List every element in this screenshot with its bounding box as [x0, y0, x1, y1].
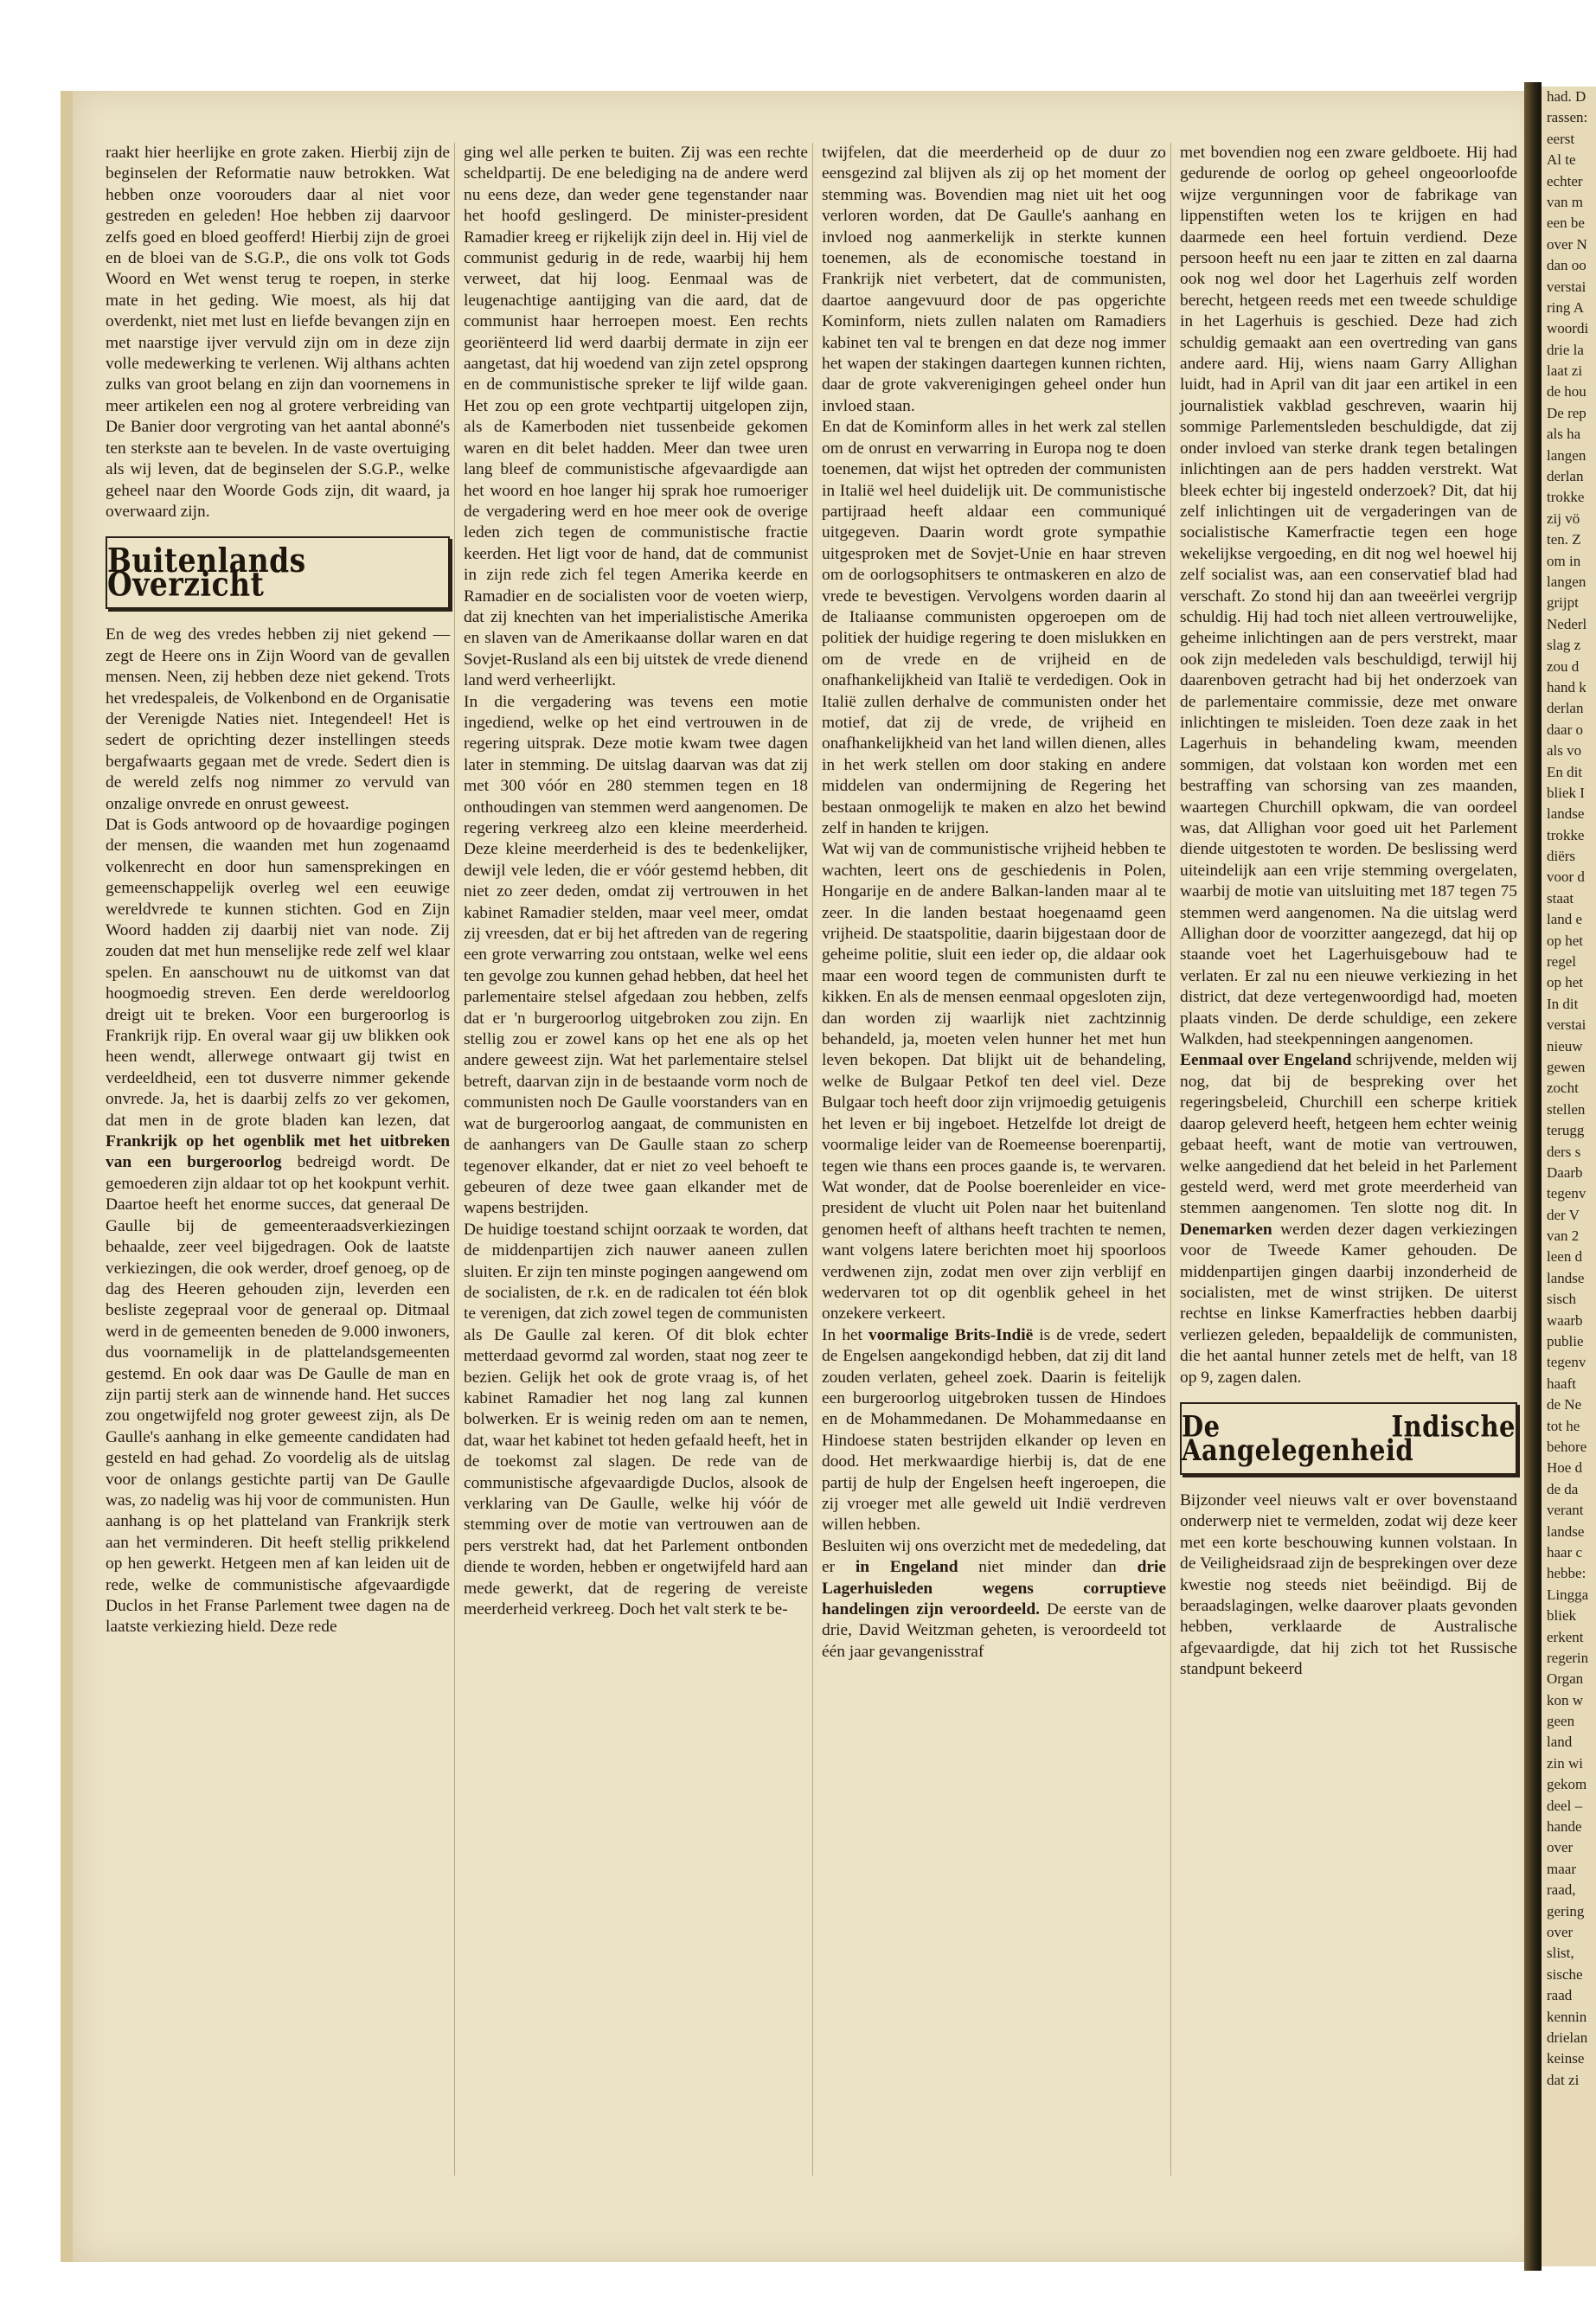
paragraph-text: Besluiten wij ons overzicht met de mededeling, dat er — [822, 1536, 1166, 1577]
next-page-fragment: langen — [1547, 446, 1586, 464]
next-page-fragment: tot he — [1547, 1417, 1580, 1434]
next-page-fragment: deel – — [1547, 1797, 1583, 1814]
paragraph-text: niet minder dan — [978, 1558, 1117, 1577]
next-page-fragment: echter — [1547, 172, 1583, 189]
next-page-fragment: kon w — [1547, 1691, 1584, 1708]
next-page-fragment: haaft — [1547, 1375, 1576, 1392]
article-column-3 — [822, 143, 1166, 1663]
next-page-fragment: ring A — [1547, 298, 1584, 316]
next-page-fragment: derlan — [1547, 700, 1584, 717]
next-page-fragment: slist, — [1547, 1945, 1574, 1962]
next-page-edge — [1542, 87, 1596, 2266]
book-spine — [1524, 82, 1542, 2271]
next-page-fragment: grijpt — [1547, 594, 1579, 612]
bold-phrase: Frankrijk op het ogenblik met het uitbreken van een burgeroorlog — [106, 1132, 450, 1172]
next-page-fragment: verant — [1547, 1502, 1584, 1519]
next-page-fragment: behore — [1547, 1439, 1587, 1455]
next-page-fragment: tegenv — [1547, 1354, 1586, 1371]
next-page-fragment: gewen — [1547, 1058, 1586, 1075]
next-page-fragment: haar c — [1547, 1543, 1583, 1561]
next-page-fragment: Organ — [1547, 1670, 1584, 1688]
paragraph: En de weg des vredes hebben zij niet gekend — zegt de Heere ons in Zijn Woord van de gevallen mensen. Neen, zij hebben deze niet gekend. Trots het vredespaleis, de Volkenbond en de Organisatie der Verenigde Naties niet. Integendeel! Het is sedert de oprichting dezer instellingen steeds bergafwaarts gegaan met de vrede. Sedert dien is de wereld zelfs nog nimmer zo vervuld van onzalige onvrede en onrust geweest. — [106, 625, 450, 813]
paragraph-text: In het — [822, 1325, 862, 1344]
section-header-box — [1180, 1402, 1517, 1475]
bold-phrase: Denemarken — [1180, 1220, 1272, 1239]
next-page-fragment: trokke — [1547, 826, 1585, 843]
next-page-fragment: Daarb — [1547, 1163, 1583, 1181]
next-page-fragment: In dit — [1547, 995, 1579, 1012]
section-title-indische-aangelegenheid: De Indische Aangelegenheid — [1182, 1409, 1516, 1468]
next-page-fragment: slag z — [1547, 637, 1581, 654]
next-page-fragment: bliek — [1547, 1607, 1576, 1625]
next-page-fragment: derlan — [1547, 468, 1584, 485]
article-column-1 — [106, 143, 450, 1638]
next-page-fragment: landse — [1547, 1522, 1585, 1540]
next-page-fragment: gekom — [1547, 1776, 1587, 1793]
bold-phrase: in Engeland — [855, 1558, 958, 1577]
next-page-fragment: over — [1547, 1923, 1574, 1940]
next-page-fragment: drielan — [1547, 2029, 1588, 2046]
paragraph: Wat wij van de communistische vrijheid hebben te wachten, leert ons de geschiedenis in Polen, Hongarije en de andere Balkan-landen maar al te zeer. In die landen bestaat hoegenaamd geen vrijheid. De staatspolitie, daarin bijgestaan door de geheime politie, sluit een ieder op, die aldaar ook maar een woord tegen de communisten durft te kikken. En als de mensen eenmaal opgesloten zijn, dan worden zij waarlijk niet zachtzinnig behandeld, ja, moeten velen hunner het met hun leven bekopen. Dat blijkt uit de behandeling, welke de Bulgaar Petkof ten deel viel. Deze Bulgaar toch heeft door zijn vrijmoedig getuigenis het leven er bij ingeboet. Hetzelfde lot dreigt de voormalige leider van de Roemeense boerenpartij, tegen wie thans een proces gaande is, te wervaren. Wat wonder, dat de Poolse boerenleider en vice-president de vlucht uit Polen naar het buitenland genomen heeft of althans heeft trachten te nemen, want volgens latere berichten moet hij spoorloos verdwenen zijn, zodat men over zijn verblijf en wedervaren tot op dit ogenblik geheel in het onzekere verkeert. — [822, 840, 1166, 1324]
next-page-fragment: waarb — [1547, 1311, 1583, 1329]
next-page-fragment: der V — [1547, 1206, 1580, 1223]
paragraph: De huidige toestand schijnt oorzaak te worden, dat de middenpartijen zich nauwer aaneen zullen sluiten. Er zijn ten minste pogingen aangewend om de socialisten, de r.k. en de radicalen tot één blok te verenigen, dat zich zowel tegen de communisten als De Gaulle zal keren. Of dit blok echter metterdaad gevormd zal worden, staat nog zeer te bezien. Gelijk het ook de grote vraag is, of het kabinet Ramadier het nog lang zal kunnen bolwerken. Er is weinig reden om aan te nemen, dat, waar het kabinet tot heden gefaald heeft, het in de toekomst zal slagen. De rede van de communistische afgevaardigde Duclos, alsook de verklaring van De Gaulle, welke hij vóór de stemming over de motie van vertrouwen aan de pers verstrekt had, dat het Parlement ontbonden diende te worden, hebben er ongetwijfeld hard aan mede gewerkt, dat de regering de vereiste meerderheid verkreeg. Doch het valt sterk te be- — [464, 1220, 808, 1619]
next-page-fragment: raad, — [1547, 1881, 1576, 1899]
next-page-fragment: van 2 — [1547, 1227, 1580, 1245]
paragraph: ging wel alle perken te buiten. Zij was een rechte scheldpartij. De ene belediging na de andere werd nu eens deze, dan weder gene tegenstander naar het hoofd geslingerd. De minister-president Ramadier kreeg er rijkelijk zijn deel in. Hij viel de communist gedurig in de rede, waarbij hij hem verweet, dat hij loog. Eenmaal was de leugenachtige aantijging van die aard, dat de communist haar herroepen moest. Een rechts georiënteerd lid werd daarbij dermate in zijn eer aangetast, dat hij woedend van zijn zetel opsprong en de communistische spreker te lijf wilde gaan. Het zou op een grote vechtpartij uitgelopen zijn, als de Kamerboden niet tussenbeide gekomen waren en dit belet hadden. Meer dan twee uren lang bleef de communistische afgevaardigde aan het woord en hoe langer hij sprak hoe rumoeriger de vergadering werd en hoe meer ook de overige leden zich tegen de communistische fractie keerden. Het ligt voor de hand, dat de communist in zijn rede zich fel tegen Amerika keerde en Ramadier en de socialisten voor de voeten wierp, dat zij knechten van het imperialistische Amerika en slaven van de Amerikaanse dollar waren en dat Sovjet-Rusland als een bij uitstek de vrede dienend land werd verheerlijkt. — [464, 144, 808, 690]
section-header-box — [106, 536, 450, 609]
next-page-fragment: sisch — [1547, 1291, 1576, 1308]
next-page-fragment: publie — [1547, 1333, 1584, 1350]
next-page-fragment: bliek I — [1547, 784, 1585, 801]
next-page-fragment: tegenv — [1547, 1185, 1586, 1202]
next-page-fragment: staat — [1547, 889, 1574, 907]
next-page-fragment: rassen: — [1547, 109, 1588, 126]
next-page-fragment: maar — [1547, 1860, 1576, 1877]
next-page-fragment: over — [1547, 1839, 1574, 1856]
column-rule — [1170, 143, 1171, 2176]
next-page-fragment: Hoe d — [1547, 1459, 1583, 1477]
next-page-fragment: hand k — [1547, 678, 1586, 695]
next-page-fragment: En dit — [1547, 763, 1583, 780]
paragraph — [106, 815, 450, 1638]
next-page-fragment: een be — [1547, 215, 1585, 232]
next-page-fragment: de da — [1547, 1480, 1579, 1497]
next-page-fragment: sische — [1547, 1965, 1583, 1983]
next-page-fragment: De rep — [1547, 404, 1586, 421]
next-page-fragment: van m — [1547, 193, 1584, 210]
paragraph: raakt hier heerlijke en grote zaken. Hierbij zijn de beginselen der Reformatie nauw betrokken. Wat hebben onze voorouders daar al niet voor gestreden en geleden! Hoe hebben zij daarvoor zelfs goed en bloed geofferd! Hierbij zijn de groei en de bloei van de S.G.P., die ons volk tot Gods Woord en Wet wenst terug te roepen, in sterke mate in het geding. Wie moest, als hij dat overdenkt, niet met lust en liefde bevangen zijn en met naarstige ijver vervuld zijn om in deze zijn volle medewerking te verlenen. Wij althans achten zulks van groot belang en zijn dan voornemens in meer artikelen een nog al grotere verbreiding van De Banier door vergroting van het aantal abonné's ten sterkste aan te bevelen. In de vaste overtuiging als wij leven, dat de beginselen der S.G.P., welke geheel naar den Woorde Gods zijn, dit waard, ja overwaard zijn. — [106, 144, 450, 521]
bold-phrase: voormalige Brits-Indië — [869, 1325, 1034, 1344]
next-page-fragment: landse — [1547, 1269, 1585, 1286]
next-page-fragment: daar o — [1547, 721, 1584, 738]
next-page-fragment: gering — [1547, 1902, 1585, 1920]
paragraph — [822, 1325, 1166, 1536]
paragraph-text: bedreigd wordt. De gemoederen zijn aldaar tot op het kookpunt verhit. Daartoe heeft het enorme succes, dat generaal De Gaulle bij de gemeenteraadsverkiezingen behaalde, zeer veel bijgedragen. Ook de laatste verkiezingen, die ook werder, droef genoeg, op de dag des Heeren gehouden zijn, leverden een besliste zegepraal voor de generaal op. Ditmaal werd in de gemeenten beneden de 9.000 inwoners, dus voornamelijk in de plattelandsgemeenten gestemd. En ook daar was De Gaulle de man en zijn partij sterk aan de winnende hand. Het succes zou ongetwijfeld nog groter geweest zijn, als De Gaulle's aanhang in elke gemeente candidaten had gesteld en had gehad. Zo voordelig als de uitslag voor de onlangs gestichte partij van De Gaulle was, zo nadelig was hij voor de communisten. Hun aanhang is op het platteland van Frankrijk sterk aan het verminderen. Dit heeft stellig prikkelend op hen gewerkt. Hetgeen men af kan leiden uit de rede, welke de communistische afgevaardigde Duclos in het Franse Parlement twee dagen na de laatste verkiezing hield. Deze rede — [106, 1153, 451, 1637]
next-page-fragment: erkent — [1547, 1628, 1584, 1645]
next-page-fragment: hebbe: — [1547, 1565, 1586, 1582]
bold-phrase: Eenmaal over Engeland — [1180, 1051, 1352, 1070]
paragraph: In die vergadering was tevens een motie ingediend, welke op het eind vertrouwen in de regering uitsprak. Deze motie kwam twee dagen later in stemming. De uitslag daarvan was dat zij met 300 vóór en 280 stemmen tegen en 18 onthoudingen van stemmen werd aangenomen. De regering verkreeg alzo een kleine meerderheid. Deze kleine meerderheid is des te bedenkelijker, dewijl vele leden, die er vóór gestemd hebben, dit niet zo zeer deden, omdat zij vertrouwen in het kabinet Ramadier stelden, maar veel meer, omdat zij vreesden, dat er bij het aftreden van de regering een grote verwarring zou ontstaan, welke wel eens ten gevolge zou kunnen gehad hebben, dat heel het parlementaire stelsel afgedaan zou hebben, zelfs dat er 'n burgeroorlog uitgebroken zou zijn. En stellig zou er zowel kans op het ene als op het andere geweest zijn. Wat het parlementaire stelsel betreft, daarvan zijn in de bestaande vorm noch de communisten noch De Gaulle voorstanders van en wat de burgeroorlog aangaat, de communisten en de aanhangers van De Gaulle staan zo scherp tegenover elkander, dat er niet zo veel behoeft te gebeuren of deze twee gaan elkander met de wapens bestrijden. — [464, 692, 808, 1218]
next-page-fragment: stellen — [1547, 1100, 1586, 1118]
paragraph — [1180, 1050, 1517, 1388]
next-page-fragment: land — [1547, 1734, 1573, 1751]
next-page-fragment: ders s — [1547, 1143, 1581, 1160]
next-page-fragment: zin wi — [1547, 1754, 1584, 1772]
next-page-fragment: laat zi — [1547, 362, 1583, 380]
next-page-fragment: leen d — [1547, 1248, 1583, 1266]
next-page-fragment: geen — [1547, 1713, 1575, 1730]
next-page-fragment: ten. Z — [1547, 531, 1581, 548]
next-page-fragment: regerin — [1547, 1649, 1589, 1666]
next-page-fragment: over N — [1547, 235, 1587, 253]
next-page-fragment: Al te — [1547, 151, 1576, 169]
next-page-fragment: regel — [1547, 953, 1576, 971]
next-page-fragment: land e — [1547, 911, 1583, 928]
next-page-fragment: zou d — [1547, 657, 1580, 675]
next-page-fragment: zij vö — [1547, 510, 1580, 527]
next-page-fragment: eerst — [1547, 130, 1575, 147]
next-page-fragment: hande — [1547, 1818, 1582, 1836]
next-page-fragment: Nederl — [1547, 615, 1587, 632]
next-page-fragment: als ha — [1547, 426, 1581, 443]
next-page-fragment: als vo — [1547, 742, 1582, 760]
next-page-fragment: raad — [1547, 1987, 1573, 2004]
next-page-fragment: terugg — [1547, 1122, 1585, 1139]
next-page-fragment: op het — [1547, 974, 1584, 991]
column-rule — [454, 143, 455, 2176]
next-page-fragment: de hou — [1547, 383, 1586, 401]
paragraph: Bijzonder veel nieuws valt er over bovenstaand onderwerp niet te vermelden, zodat wij deze keer met een korte beschouwing kunnen volstaan. In de Veiligheidsraad zijn de besprekingen over deze kwestie nog steeds niet beëindigd. Bij de beraadslagingen, welke daarover plaats gevonden hebben, verklaarde de Australische afgevaardigde, dat hij zich tot het Russische standpunt bekeerd — [1180, 1490, 1517, 1679]
next-page-fragment: op het — [1547, 932, 1584, 949]
column-rule — [812, 143, 813, 2176]
next-page-fragment: voor d — [1547, 868, 1585, 886]
next-page-fragment: dan oo — [1547, 257, 1586, 274]
next-page-fragment: nieuw — [1547, 1037, 1583, 1054]
next-page-fragment: keinse — [1547, 2050, 1585, 2067]
article-column-2 — [464, 143, 808, 1620]
paragraph-text: werden dezer dagen verkiezingen voor de Tweede Kamer gehouden. De middenpartijen gingen daarbij inzonderheid de socialisten, met de winst strijken. De uiterst rechtse en linkse Kamerfracties hebben daarbij verliezen geleden, bepaaldelijk de communisten, die het aantal hunner zetels met de helft, van 18 op 9, zagen dalen. — [1180, 1220, 1517, 1387]
bold-phrase: drie Lagerhuisleden wegens corruptieve handelingen zijn veroordeeld. — [822, 1558, 1166, 1619]
next-page-fragment: woordi — [1547, 320, 1589, 337]
next-page-fragment: drie la — [1547, 341, 1584, 358]
paragraph-text: schrijvende, melden wij nog, dat bij de bespreking over het regeringsbeleid, Churchill een scherpe kritiek daarop geleverd heeft, hetgeen hem echter weinig gebaat heeft, want de motie van vertrouwen, welke aangediend dat het beleid in het Parlement gesteld werd, werd met grote meerderheid van stemmen aangenomen. Ten slotte nog dit. In — [1180, 1051, 1517, 1218]
paragraph-text: De eerste van de drie, David Weitzman geheten, is veroordeeld tot één jaar gevangenisstraf — [822, 1600, 1166, 1661]
paragraph — [822, 1536, 1166, 1663]
next-page-fragment: langen — [1547, 573, 1586, 590]
next-page-fragment: trokke — [1547, 489, 1585, 506]
paragraph: En dat de Kominform alles in het werk zal stellen om de onrust en verwarring in Europa nog te doen toenemen, dat wijst het optreden der communisten in Italië wel heel duidelijk uit. De communistische partijraad heeft aldaar een communiqué uitgegeven. Daarin wordt grote sympathie uitgesproken met de Sovjet-Unie en haar streven om de oorlogsophitsers te ontmaskeren en alzo de vrede te bevestigen. Vervolgens worden daarin al de Italiaanse communisten opgeroepen om de politiek der huidige regering te doen mislukken en om de vrede en de vrijheid en de onafhankelijkheid van Italië te verdedigen. Ook in Italië zullen derhalve de communisten onder het motief, dat zij de vrede, de vrijheid en onafhankelijkheid van het land willen dienen, alles in het werk stellen om door staking en andere middelen van ondermijning de Regering het bestaan onmogelijk te maken en alzo het bewind zelf in handen te krijgen. — [822, 418, 1166, 837]
article-column-4 — [1180, 143, 1517, 1681]
next-page-fragment: dat zi — [1547, 2071, 1580, 2088]
paragraph: met bovendien nog een zware geldboete. Hij had gedurende de oorlog op geheel ongeoorloofde wijze vergunningen voor de fabrikage van lippenstiften weten los te krijgen en had daarmede een heel fortuin verdiend. Deze persoon heeft nu een jaar te zitten en zal daarna ook nog wel door het Lagerhuis zelf worden berecht, hetgeen reeds met een tweede schuldige in het Lagerhuis is geschied. Deze had zich schuldig gemaakt aan een overtreding van gans andere aard. Hij, wiens naam Garry Allighan luidt, had in April van dit jaar een artikel in een journalistiek vakblad geschreven, waarin hij sommige Parlementsleden beschuldigde, dat zij onder invloed van sterke drank tegen betalingen inlichtingen aan de pers hadden verstrekt. Wat bleek echter bij ingesteld onderzoek? Dit, dat hij zelf inlichtingen uit de vergaderingen van de socialistische Kamerfractie tegen een hoge wekelijkse vergoeding, en dit nog wel hoewel hij zelf socialist was, aan een conservatief blad had verschaft. Zo stond hij dan aan tweeërlei vergrijp schuldig. Hij had toch niet alleen vertrouwelijke, geheime inlichtingen aan de pers verstrekt, maar ook zijn medeleden vals beschuldigd, terwijl hij daarenboven getracht had bij het onderzoek van de parlementaire commissie, deze met onware inlichtingen te misleiden. Toen deze zaak in het Lagerhuis in behandeling kwam, meenden sommigen, dat volstaan kon worden met een bestraffing van schorsing van zes maanden, waartegen Churchill opkwam, die van oordeel was, dat Allighan voor goed uit het Parlement diende uitgestoten te worden. De beslissing werd uiteindelijk aan een vrije stemming overgelaten, waarbij de motie van uitsluiting met 187 tegen 75 stemmen werd aangenomen. Na die uitslag werd Allighan door de voorzitter aangezegd, dat hij op staande voet het Lagerhuisgebouw had te verlaten. Er zal nu een nieuwe verkiezing in het district, dat deze vertegenwoordigd had, moeten plaats vinden. De derde schuldige, een zekere Walkden, had steekpenningen aangenomen. — [1180, 144, 1517, 1049]
section-title-buitenlands-overzicht: Buitenlands Overzicht — [107, 541, 306, 604]
next-page-fragment: had. D — [1547, 88, 1586, 105]
next-page-fragment: kennin — [1547, 2008, 1587, 2025]
next-page-fragment: verstai — [1547, 1016, 1586, 1034]
next-page-fragment: om in — [1547, 552, 1581, 569]
next-page-fragment: landse — [1547, 805, 1585, 823]
paragraph-text: Dat is Gods antwoord op de hovaardige pogingen der mensen, die waanden met hun zogenaamd volkenrecht en door hun samensprekingen en gemeenschappelijk overleg wel een eeuwige wereldvrede te kunnen stichten. God en Zijn Woord hadden zij daarbij niet van node. Zij zouden dat met hun menselijke rede zelf wel klaar spelen. En aanschouwt nu de uitkomst van dat hoogmoedig streven. Een derde wereldoorlog dreigt uit te breken. Voor een burgeroorlog is Frankrijk rijp. En overal waar gij uw blikken ook heen wendt, allerwege ontwaart gij twist en verdeeldheid, een tot dusverre nimmer gekende onvrede. Ja, het is daarbij zelfs zo ver gekomen, dat men in de grote bladen kan lezen, dat — [106, 815, 450, 1130]
next-page-fragment: zocht — [1547, 1080, 1579, 1097]
paragraph: twijfelen, dat die meerderheid op de duur zo eensgezind zal blijven als zij op het moment der stemming was. Bovendien mag niet uit het oog verloren worden, dat De Gaulle's aanhang en invloed nog aanmerkelijk in sterkte kunnen toenemen, als de economische toestand in Frankrijk niet verbetert, dat de communisten, daartoe aangevuurd door de pas opgerichte Kominform, niets zullen nalaten om Ramadiers kabinet ten val te brengen en dat deze nog immer het wapen der stakingen daartegen kunnen richten, daar de grote vakverenigingen geheel onder hun invloed staan. — [822, 144, 1166, 415]
next-page-fragment: diërs — [1547, 848, 1576, 865]
next-page-fragment: de Ne — [1547, 1396, 1582, 1413]
next-page-fragment: Lingga — [1547, 1586, 1589, 1603]
paragraph-text: is de vrede, sedert de Engelsen aangekondigd hebben, dat zij dit land zouden verlaten, geheel zoek. Daarin is feitelijk een burgeroorlog uitgebroken tussen de Hindoes en de Mohammedanen. De Mohammedaanse en Hindoese staten bestrijden elkander op leven en dood. Het merkwaardige hierbij is, dat de ene partij de hulp der Engelsen heeft ingeroepen, die zij vroeger met alle geweld uit Indië verdreven willen hebben. — [822, 1325, 1166, 1535]
next-page-fragment: verstai — [1547, 278, 1586, 295]
